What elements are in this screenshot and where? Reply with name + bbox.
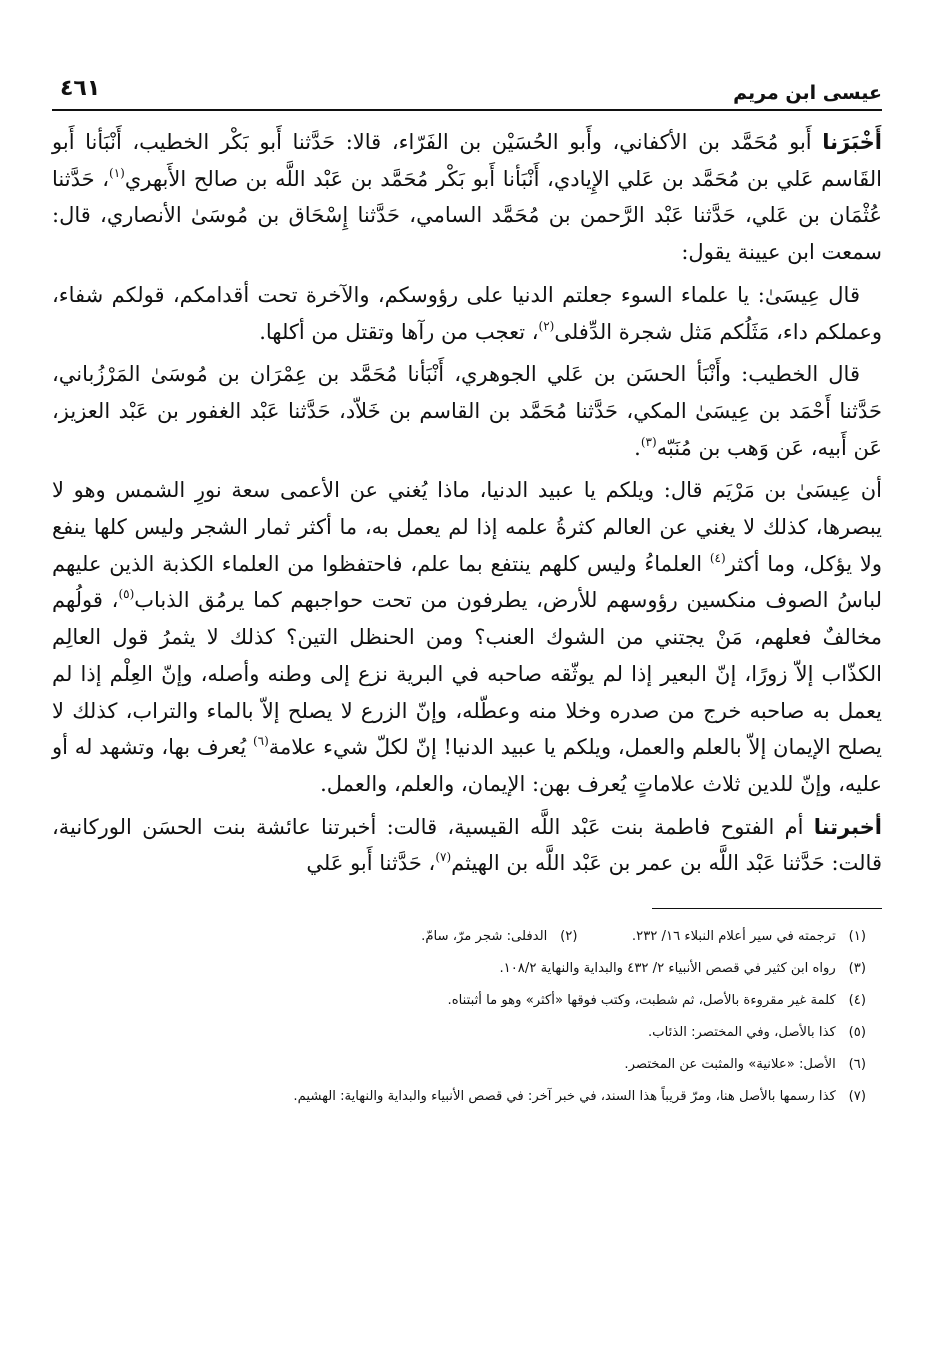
footnote-number: (٥) — [848, 1025, 866, 1041]
footnote-number: (٧) — [848, 1089, 866, 1105]
running-header — [52, 62, 882, 106]
paragraph-text: قال الخطيب: وأَنْبَأ الحسَن بن عَلي الجوهري، أَنْبَأنا مُحَمَّد بن عِمْرَان بن مُوسَىٰ المَرْزُباني، حَدَّثنا أَحْمَد بن عِيسَىٰ المكي، حَدَّثنا مُحَمَّد بن القاسم بن خَلاّد، حَدَّثنا عَبْد الغفور بن عَبْد العزيز، عَن أَبيه، عَن وَهب بن مُنَبّه — [52, 362, 882, 460]
footnote-line — [52, 1049, 866, 1081]
isnad-lead: أَخْبَرَنا — [822, 130, 882, 154]
footnote-number: (٦) — [848, 1057, 866, 1073]
footnote-number: (٣) — [848, 961, 866, 977]
footnote-ref: (٣) — [640, 434, 657, 449]
footnote-line — [52, 1081, 866, 1113]
footnote-text: كلمة غير مقروءة بالأصل، ثم شطبت، وكتب فوقها «أكثر» وهو ما أثبتناه. — [447, 993, 836, 1009]
footnotes — [52, 921, 882, 1113]
footnote-text: كذا رسمها بالأصل هنا، ومرّ قريباً هذا السند، في خبر آخر: في قصص الأنبياء والبداية والنهاية: الهشيم. — [293, 1089, 836, 1105]
footnote-text: رواه ابن كثير في قصص الأنبياء ٢/ ٤٣٢ والبداية والنهاية ١٠٨/٢. — [499, 961, 836, 977]
header-rule — [52, 109, 882, 111]
footnote-line — [52, 921, 866, 953]
footnote-line — [52, 985, 866, 1017]
footnote-ref: (٢) — [538, 318, 555, 333]
footnote-line — [52, 1017, 866, 1049]
footnote-number: (١) — [848, 929, 866, 945]
book-page — [52, 62, 882, 1113]
footnote-line — [52, 953, 866, 985]
footnote-ref: (١) — [109, 165, 125, 180]
paragraph-4 — [52, 472, 882, 802]
paragraph-3 — [52, 356, 882, 466]
footnote-text: الأصل: «علانية» والمثبت عن المختصر. — [624, 1057, 836, 1073]
footnote-ref: (٥) — [118, 587, 135, 602]
footnote-text: كذا بالأصل، وفي المختصر: الذئاب. — [647, 1025, 836, 1041]
footnote-ref: (٤) — [709, 550, 726, 565]
paragraph-1 — [52, 124, 882, 271]
paragraph-text: ، حَدَّثنا عُثْمَان بن عَلي، حَدَّثنا عَبْد الرَّحمن بن مُحَمَّد السامي، حَدَّثنا إِسْحَاق بن مُوسَىٰ الأنصاري، قال: سمعت ابن عيينة يقول: — [52, 166, 882, 265]
paragraph-text: يُعرف بها، وتشهد له أو عليه، وإنّ للدين ثلاث علاماتٍ يُعرف بهن: الإيمان، والعلم، والعمل. — [52, 735, 882, 796]
paragraph-text: أم الفتوح فاطمة بنت عَبْد اللَّه القيسية، قالت: أخبرتنا عائشة بنت الحسَن الوركانية، قالت: حَدَّثنا عَبْد اللَّه بن عمر بن عَبْد اللَّه بن الهيثم — [52, 814, 882, 876]
footnote-divider — [652, 908, 882, 909]
page-number: ٤٦١ — [60, 76, 101, 101]
paragraph-text: ، حَدَّثنا أَبو عَلي — [306, 851, 436, 876]
paragraph-text: أن عِيسَىٰ بن مَرْيَم قال: ويلكم يا عبيد الدنيا، ماذا يُغني عن الأعمى سعة نورِ الشمس وهو لا يبصرها، كذلك لا يغني عن العالم كثرةُ علمه إذا لم يعمل به، ما أكثر ثمار الشجر وليس كلها ينفع ولا يؤكل، وما أكثر — [52, 478, 883, 576]
paragraph-text: أَبو مُحَمَّد بن الأكفاني، وأَبو الحُسَيْن بن الفَرّاء، قالا: حَدَّثنا أَبو بَكْر الخطيب، أَنْبَأنا أَبو القَاسم عَلي بن مُحَمَّد بن عَلي الإِيادي، أَنْبَأنا أَبو بَكْر مُحَمَّد بن عَبْد اللَّه بن صالح الأَبهري — [52, 130, 882, 191]
footnote-number: (٢) — [560, 929, 578, 945]
footnote-number: (٤) — [848, 993, 866, 1009]
footnote-text: الدفلى: شجر مرّ، سامّ. — [421, 929, 548, 945]
paragraph-text: ، قولُهم مخالفٌ فعلهم، مَنْ يجتني من الشوك العنب؟ ومن الحنظل التين؟ كذلك لا يثمرُ قول العالِم الكذّاب إلاّ زورًا، إنّ البعير إذا لم يوثّقه صاحبه في البرية نزع إلى وطنه وأصله، وإنّ العِلْم إذا لم يعمل به صاحبه خرج من صدره وخلا منه وعطّله، وإنّ الزرع لا يصلح إلاّ بالماء والتراب، كذلك لا يصلح الإيمان إلاّ بالعلم والعمل، ويلكم يا عبيد الدنيا! إنّ لكلّ شيء علامة — [52, 588, 883, 760]
footnote-ref: (٦) — [252, 734, 269, 749]
paragraph-text: . — [634, 435, 641, 460]
chapter-title: عيسى ابن مريم — [733, 82, 882, 104]
paragraph-5 — [52, 809, 882, 882]
paragraph-text: العلماءُ وليس كلهم ينتفع بما علم، فاحتفظوا من العلماء الكذبة الذين عليهم لباسُ الصوف منكسين رؤوسهم للأرض، يطرفون من تحت حواجبهم كما يرمُق الذباب — [52, 551, 882, 613]
paragraph-text: ، تعجب من رآها وتقتل من أكلها. — [259, 319, 539, 344]
footnote-text: ترجمته في سير أعلام النبلاء ١٦/ ٢٣٢. — [631, 929, 836, 945]
paragraph-text: قال عِيسَىٰ: يا علماء السوء جعلتم الدنيا على رؤوسكم، والآخرة تحت أقدامكم، قولكم شفاء، وعملكم داء، مَثَلُكم مَثل شجرة الدِّفلى — [52, 282, 882, 344]
isnad-lead: أخبرتنا — [813, 814, 882, 839]
paragraph-2 — [52, 277, 882, 350]
footnote-ref: (٧) — [435, 850, 452, 865]
main-text — [52, 124, 882, 882]
